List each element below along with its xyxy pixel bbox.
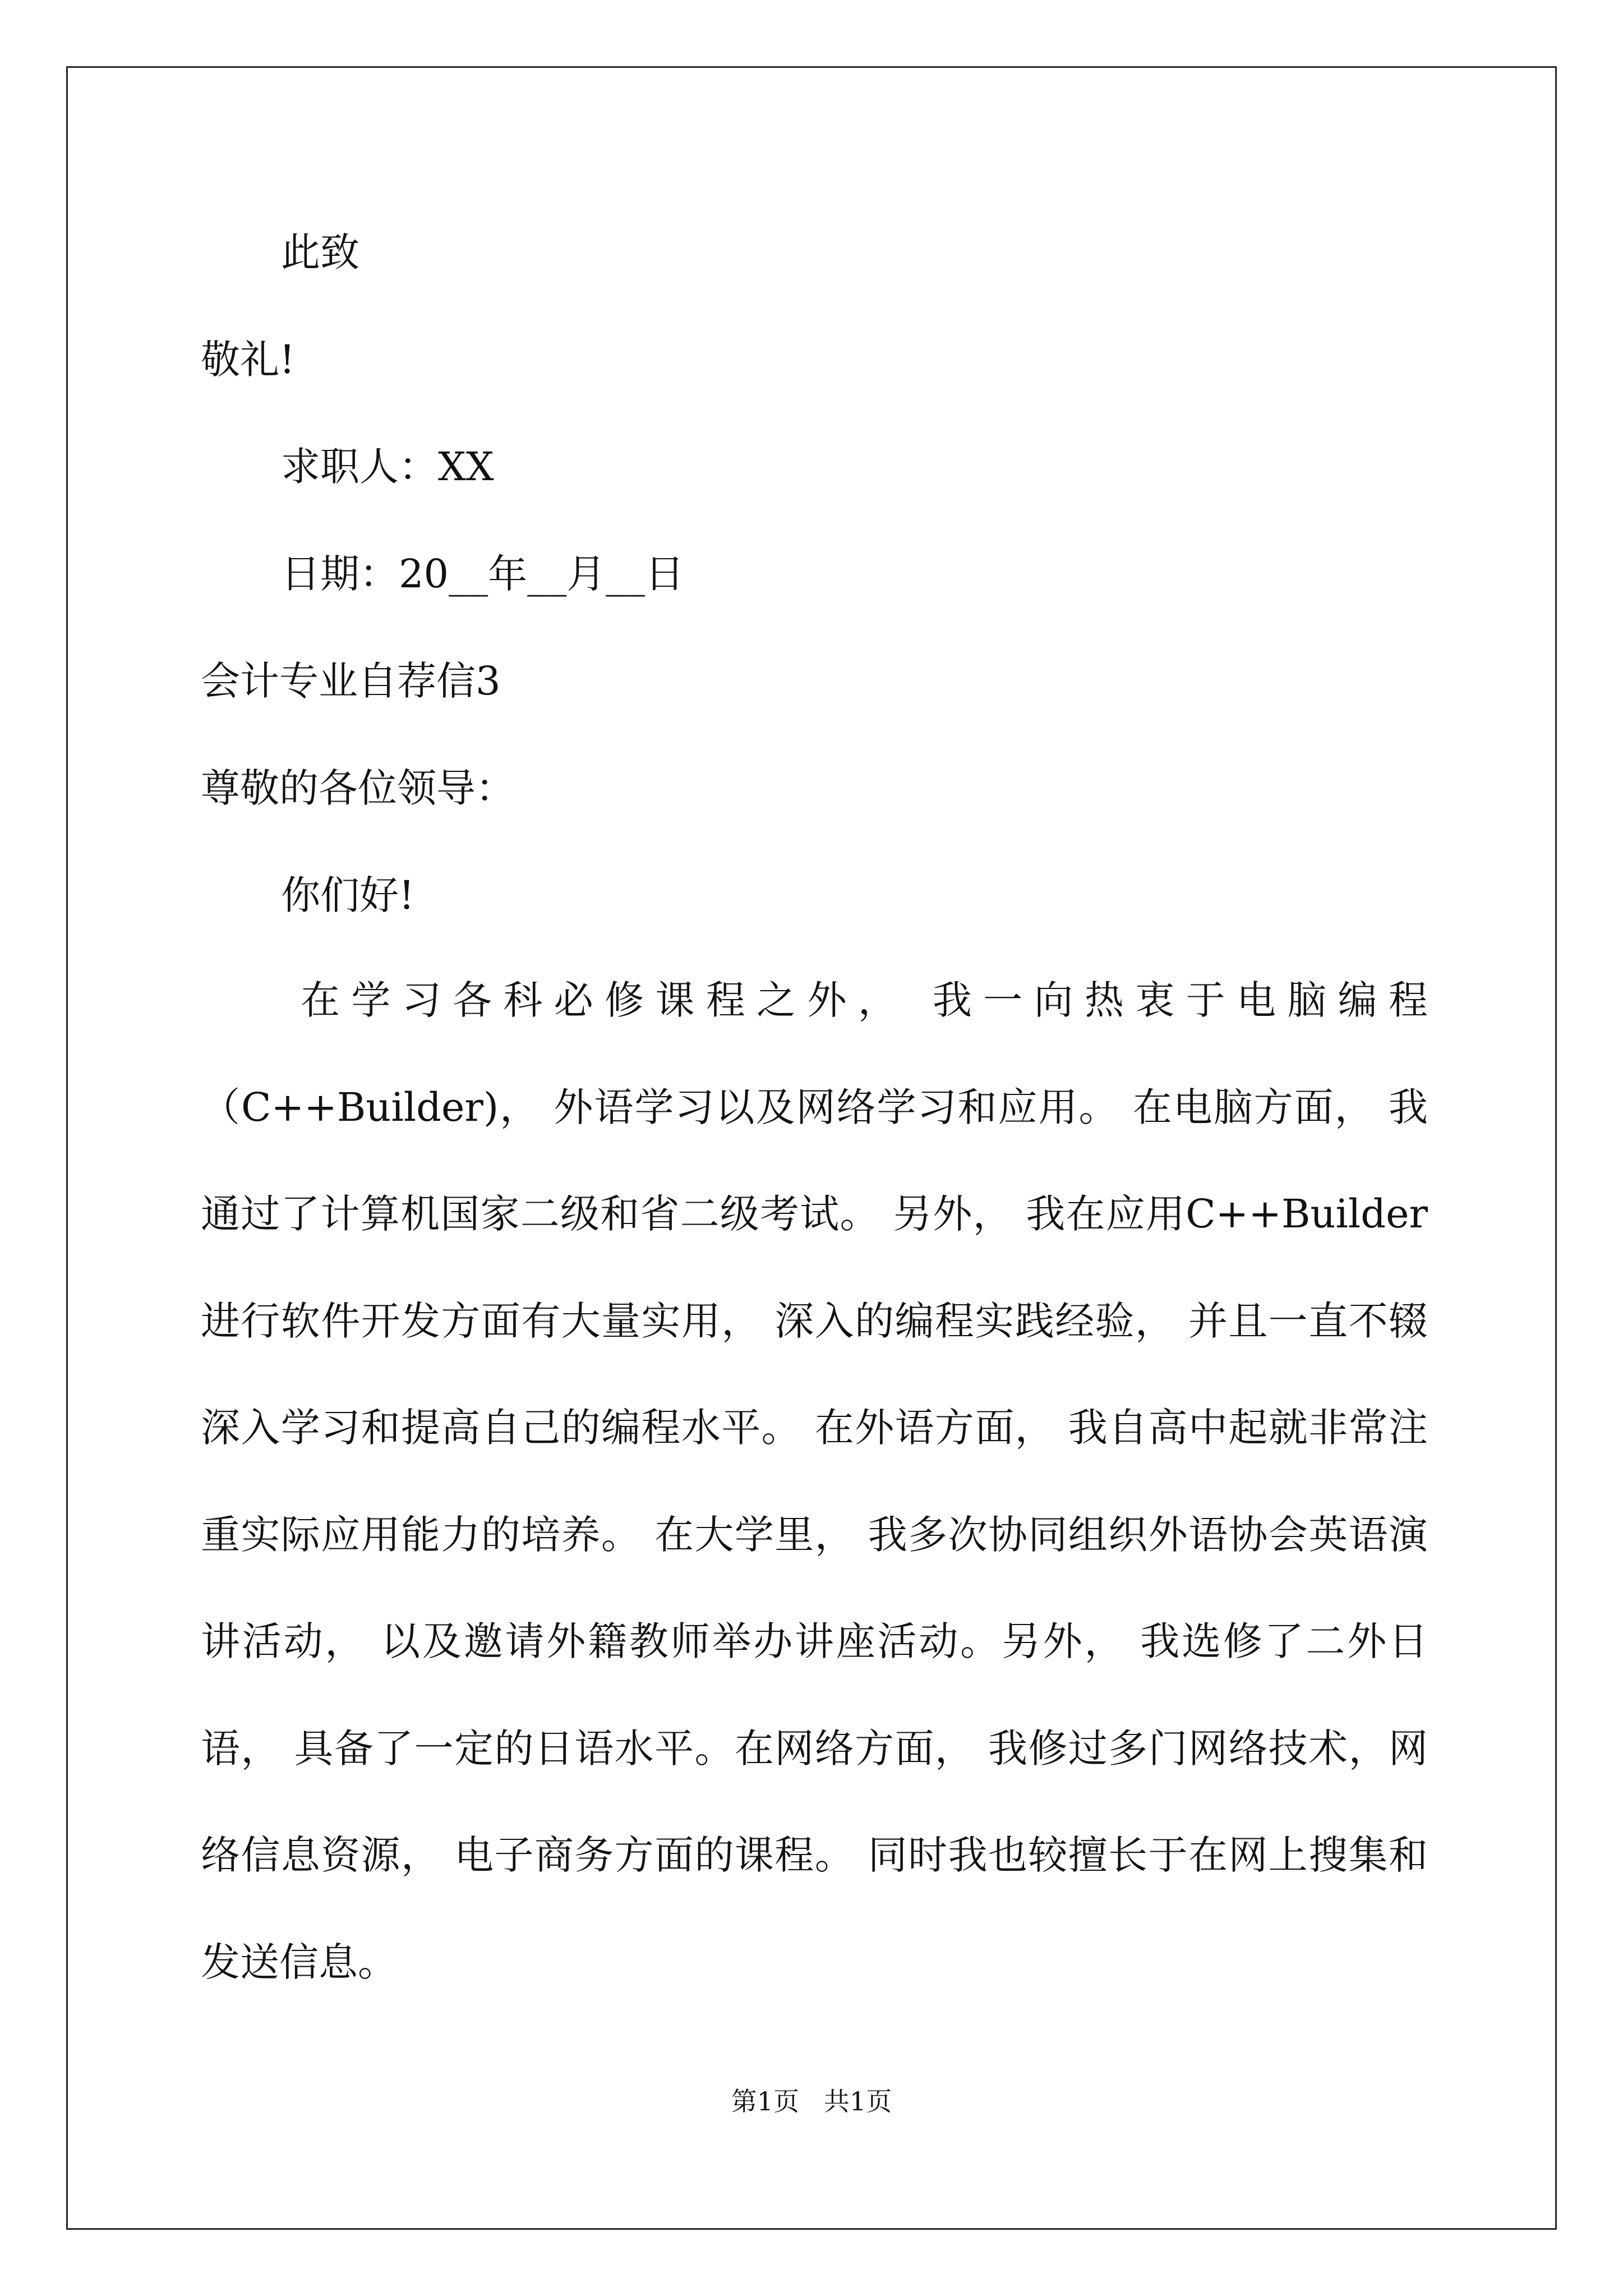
closing-regards: 敬礼! [201,337,296,383]
applicant-signature: 求职人：XX [281,444,494,490]
page-footer: 第1页 共1页 [731,2086,892,2116]
body-paragraph: 在学习各科必修课程之外， 我一向热衷于电脑编程（C++Builder)， 外语学习以及网络学习和应用。 在电脑方面， 我通过了计算机国家二级和省二级考试。 另外， 我在应用C++Builder进行软件开发方面有大量实用， 深入的编程实践经验， 并且一直不辍深入学习和提高自己的编程水平。 在外语方面， 我自高中起就非常注重实际应用能力的培养。 在大学里， 我多次协同组织外语协会英语演讲活动， 以及邀请外籍教师举办讲座活动。另外， 我选修了二外日语， 具备了一定的日语水平。在网络方面， 我修过多门网络技术，网络信息资源， 电子商务方面的课程。 同时我也较擅长于在网上搜集和发送信息。 [201,977,1428,1985]
section-title: 会计专业自荐信3 [201,658,501,704]
date-line: 日期：20__年__月__日 [281,551,685,597]
closing-salutation: 此致 [281,229,359,275]
hello-line: 你们好! [281,872,415,918]
greeting-line: 尊敬的各位领导： [201,765,515,811]
